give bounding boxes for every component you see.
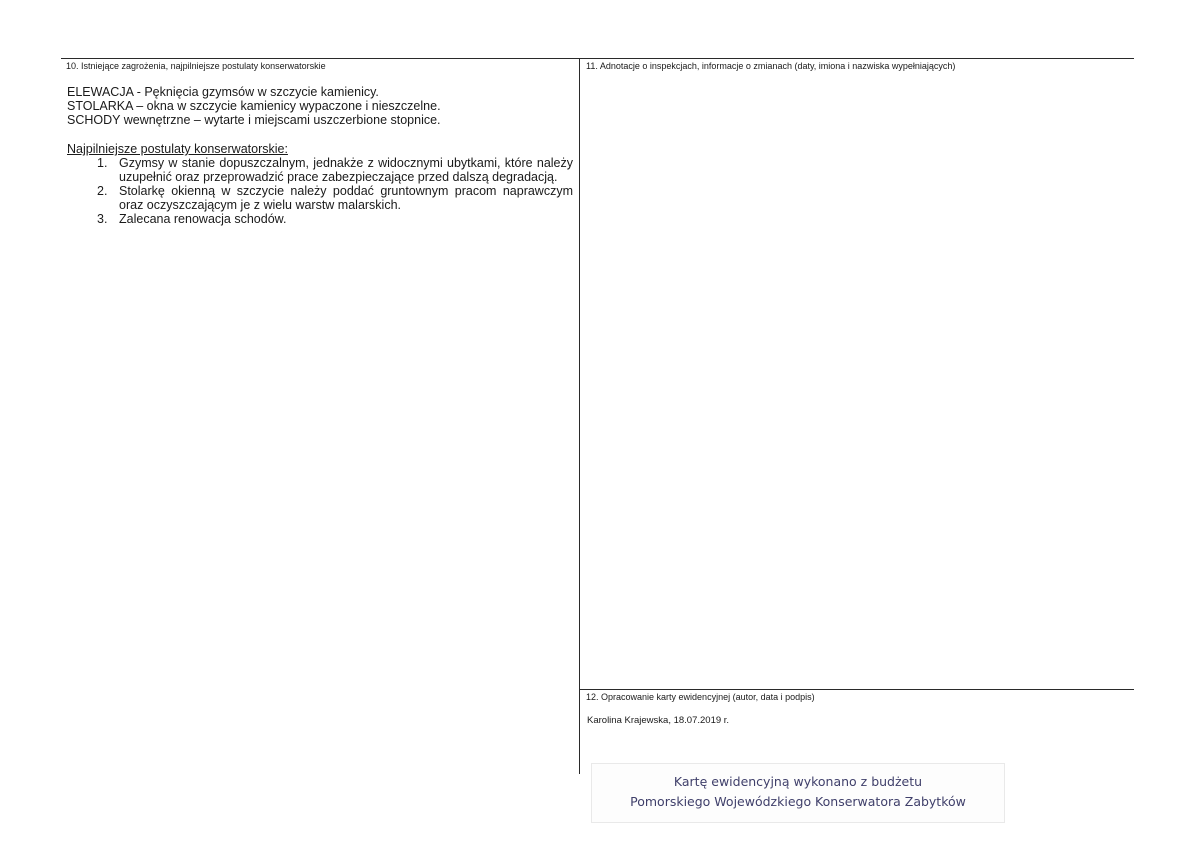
list-item: [67, 212, 573, 226]
list-item: [67, 156, 573, 184]
threat-elewacja: ELEWACJA - Pęknięcia gzymsów w szczycie kamienicy.: [67, 85, 379, 99]
list-item-text: Stolarkę okienną w szczycie należy poddać gruntownym pracom naprawczym oraz oczyszczającym je z wielu warstw malarskich.: [119, 184, 573, 212]
section10-body: [67, 85, 573, 226]
postulates-list: [67, 156, 573, 226]
threat-stolarka: STOLARKA – okna w szczycie kamienicy wypaczone i nieszczelne.: [67, 99, 441, 113]
stamp-line-1: Kartę ewidencyjną wykonano z budżetu: [673, 774, 923, 789]
list-item-text: Zalecana renowacja schodów.: [119, 212, 287, 226]
list-item-number: 3.: [97, 212, 108, 226]
section10-header: 10. Istniejące zagrożenia, najpilniejsze postulaty konserwatorskie: [66, 61, 326, 71]
section12-rule: [579, 689, 1134, 690]
postulates-heading: Najpilniejsze postulaty konserwatorskie:: [67, 142, 288, 156]
section12-header: 12. Opracowanie karty ewidencyjnej (autor, data i podpis): [586, 692, 815, 702]
list-item: [67, 184, 573, 212]
stamp-line-2: Pomorskiego Wojewódzkiego Konserwatora Zabytków: [630, 794, 966, 809]
author-line: Karolina Krajewska, 18.07.2019 r.: [587, 715, 730, 726]
list-item-number: 2.: [97, 184, 108, 198]
list-item-number: 1.: [97, 156, 108, 170]
list-item-text: Gzymsy w stanie dopuszczalnym, jednakże z widocznymi ubytkami, które należy uzupełnić oraz przeprowadzić prace zabezpieczające przed dalszą degradacją.: [119, 156, 573, 184]
threat-schody: SCHODY wewnętrzne – wytarte i miejscami uszczerbione stopnice.: [67, 113, 441, 127]
top-rule: [61, 58, 1134, 59]
funding-stamp: [591, 763, 1005, 823]
section11-header: 11. Adnotacje o inspekcjach, informacje o zmianach (daty, imiona i nazwiska wypełniających): [586, 61, 956, 71]
column-divider: [579, 58, 580, 774]
